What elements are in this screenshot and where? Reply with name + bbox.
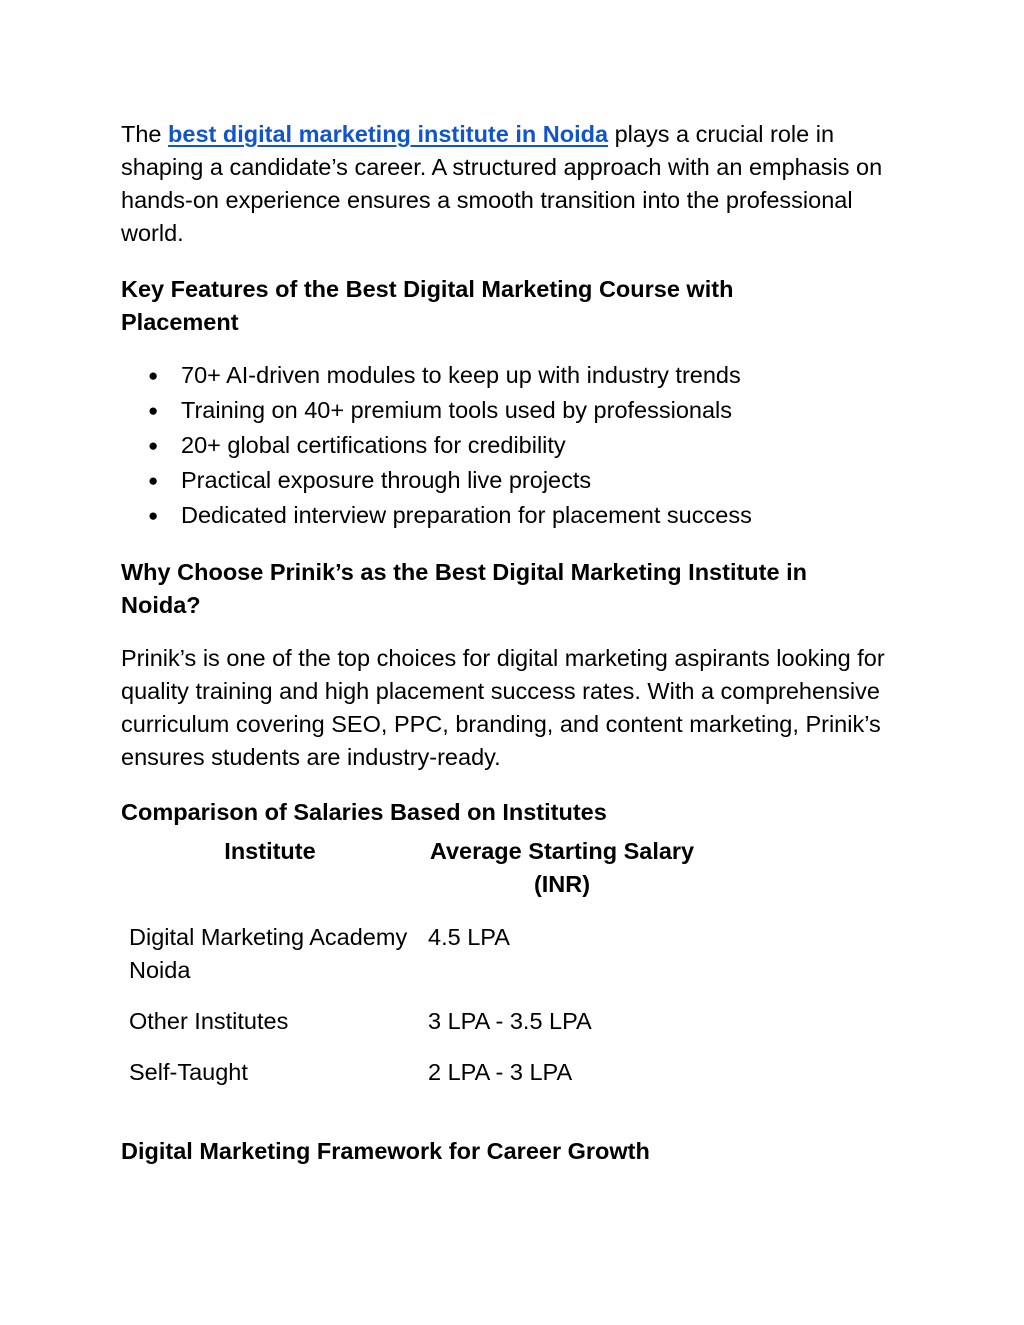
table-cell-salary: 2 LPA - 3 LPA [428,1059,573,1085]
list-item-text: Practical exposure through live projects [181,467,592,493]
list-item [148,394,911,429]
comparison-heading: Comparison of Salaries Based on Institutes [121,799,607,825]
table-cell-salary: 4.5 LPA [428,924,510,950]
why-paragraph: Prinik’s is one of the top choices for digital marketing aspirants looking for quality training and high placement success rates. With a comprehensive curriculum covering SEO, PPC, branding, and content marketing, Prinik’s ensures students are industry-ready. [121,645,885,770]
intro-paragraph [121,118,911,250]
features-list [121,359,911,534]
list-item-text: 20+ global certifications for credibility [181,432,566,458]
salary-table [121,835,701,1103]
list-item [148,429,911,464]
document-page [121,118,911,1168]
intro-text-before: The [121,121,169,147]
list-item [148,464,911,499]
table-header-row [121,835,701,917]
bullet-icon: ● [148,436,159,455]
column-header-salary: Average Starting Salary (INR) [429,838,695,897]
institute-link[interactable]: best digital marketing institute in Noida [168,121,609,147]
table-cell-institute: Other Institutes [129,1008,289,1034]
bullet-icon: ● [148,471,159,490]
table-cell-institute: Digital Marketing Academy Noida [129,924,408,983]
list-item-text: Training on 40+ premium tools used by professionals [181,397,733,423]
table-row [121,1052,701,1103]
column-header-institute: Institute [224,838,316,864]
bullet-icon: ● [148,401,159,420]
why-heading: Why Choose Prinik’s as the Best Digital Marketing Institute in Noida? [121,559,807,618]
list-item [148,359,911,394]
table-row [121,1001,701,1052]
bullet-icon: ● [148,366,159,385]
list-item-text: Dedicated interview preparation for placement success [181,502,752,528]
list-item [148,499,911,534]
bullet-icon: ● [148,506,159,525]
table-cell-salary: 3 LPA - 3.5 LPA [428,1008,592,1034]
table-row [121,917,701,1001]
features-heading: Key Features of the Best Digital Marketing Course with Placement [121,276,734,335]
table-cell-institute: Self-Taught [129,1059,248,1085]
list-item-text: 70+ AI-driven modules to keep up with industry trends [181,362,741,388]
framework-heading: Digital Marketing Framework for Career Growth [121,1138,650,1164]
intro-text-after: plays a crucial role in shaping a candidate’s career. A structured approach with an emphasis on hands-on experience ensures a smooth transition into the professional world. [121,121,883,246]
